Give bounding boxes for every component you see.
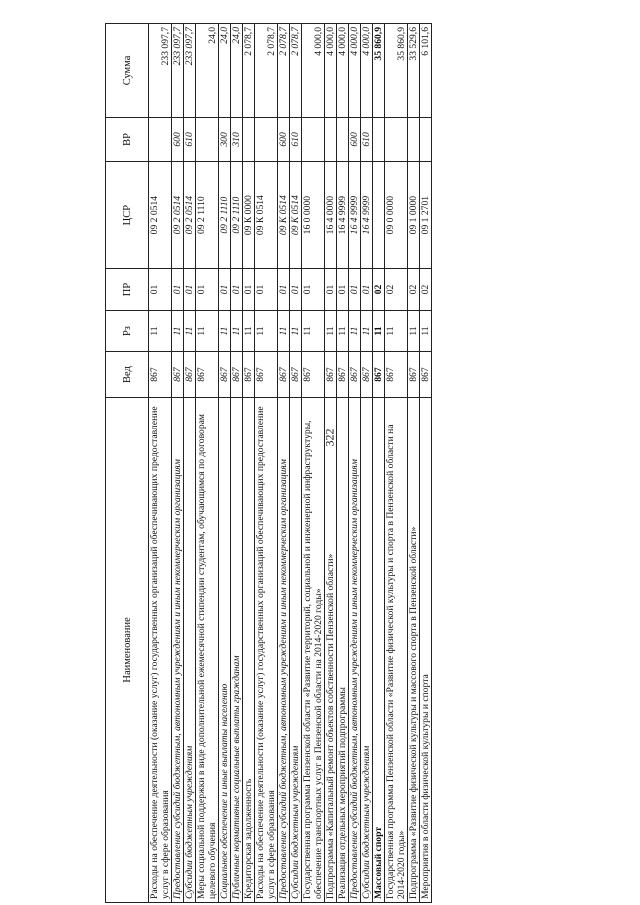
- cell-csr: 09 0 0000: [385, 162, 408, 269]
- cell-pr: 01: [337, 269, 349, 311]
- cell-vr: [149, 117, 172, 161]
- cell-csr: 09 2 1110: [231, 162, 243, 269]
- cell-sum: 24,0: [219, 24, 231, 118]
- cell-pr: 02: [385, 269, 408, 311]
- cell-csr: [373, 162, 385, 269]
- cell-name: Мероприятия в области физической культуры и спорта: [420, 397, 432, 902]
- cell-ved: 867: [302, 352, 325, 398]
- cell-rz: 11: [337, 310, 349, 352]
- cell-sum: 4 000,0: [337, 24, 349, 118]
- cell-ved: 867: [149, 352, 172, 398]
- cell-pr: 01: [219, 269, 231, 311]
- cell-pr: 01: [196, 269, 219, 311]
- cell-name: Подпрограмма «Капитальный ремонт объектов собственности Пензенской области»: [325, 397, 337, 902]
- table-row: [278, 24, 290, 903]
- table-row: [290, 24, 302, 903]
- cell-csr: 09 2 1110: [219, 162, 231, 269]
- cell-csr: 09 1 2701: [420, 162, 432, 269]
- cell-sum: 2 078,7: [255, 24, 278, 118]
- cell-name: Предоставление субсидий бюджетным, автономным учреждениям и иным некоммерческим организациям: [172, 397, 184, 902]
- cell-rz: 11: [172, 310, 184, 352]
- cell-sum: 4 000,0: [325, 24, 337, 118]
- cell-pr: 01: [172, 269, 184, 311]
- cell-name: Массовый спорт: [373, 397, 385, 902]
- table-header-row: [106, 24, 149, 903]
- cell-ved: 867: [373, 352, 385, 398]
- cell-pr: 02: [408, 269, 420, 311]
- cell-sum: 4 000,0: [302, 24, 325, 118]
- cell-rz: 11: [149, 310, 172, 352]
- cell-vr: [243, 117, 255, 161]
- cell-sum: 33 529,6: [408, 24, 420, 118]
- cell-csr: 16 4 9999: [349, 162, 361, 269]
- cell-rz: 11: [255, 310, 278, 352]
- cell-rz: 11: [231, 310, 243, 352]
- cell-vr: [302, 117, 325, 161]
- cell-name: Публичные нормативные социальные выплаты гражданам: [231, 397, 243, 902]
- cell-vr: 600: [172, 117, 184, 161]
- cell-ved: 867: [278, 352, 290, 398]
- table-row: [196, 24, 219, 903]
- cell-csr: 16 4 0000: [325, 162, 337, 269]
- table-row: [420, 24, 432, 903]
- cell-name: Субсидии бюджетным учреждениям: [361, 397, 373, 902]
- cell-vr: 600: [349, 117, 361, 161]
- cell-csr: 09 2 0514: [184, 162, 196, 269]
- cell-rz: 11: [184, 310, 196, 352]
- table-row: [243, 24, 255, 903]
- cell-sum: 35 860,9: [373, 24, 385, 118]
- cell-ved: 867: [325, 352, 337, 398]
- cell-ved: 867: [172, 352, 184, 398]
- cell-sum: 24,0: [196, 24, 219, 118]
- cell-rz: 11: [219, 310, 231, 352]
- table-row: [385, 24, 408, 903]
- cell-sum: 4 000,0: [349, 24, 361, 118]
- cell-name: Предоставление субсидий бюджетным, автономным учреждениям и иным некоммерческим организациям: [278, 397, 290, 902]
- cell-name: Кредиторская задолженность: [243, 397, 255, 902]
- cell-vr: [373, 117, 385, 161]
- table-row: [255, 24, 278, 903]
- cell-ved: 867: [361, 352, 373, 398]
- table-row: [408, 24, 420, 903]
- cell-rz: 11: [196, 310, 219, 352]
- table-body: [149, 24, 432, 903]
- cell-name: Субсидии бюджетным учреждениям: [290, 397, 302, 902]
- cell-name: Предоставление субсидий бюджетным, автономным учреждениям и иным некоммерческим организациям: [349, 397, 361, 902]
- cell-ved: 867: [196, 352, 219, 398]
- cell-ved: 867: [408, 352, 420, 398]
- cell-name: Социальное обеспечение и иные выплаты населению: [219, 397, 231, 902]
- cell-csr: 09 К 0514: [255, 162, 278, 269]
- cell-vr: [255, 117, 278, 161]
- cell-pr: 01: [349, 269, 361, 311]
- cell-ved: 867: [184, 352, 196, 398]
- cell-ved: 867: [243, 352, 255, 398]
- cell-ved: 867: [290, 352, 302, 398]
- cell-vr: [196, 117, 219, 161]
- cell-pr: 01: [149, 269, 172, 311]
- header-ved: Вед: [106, 352, 149, 398]
- cell-name: Подпрограмма «Развитие физической культуры и массового спорта в Пензенской области»: [408, 397, 420, 902]
- cell-csr: 09 2 0514: [172, 162, 184, 269]
- cell-vr: [337, 117, 349, 161]
- cell-ved: 867: [255, 352, 278, 398]
- table-row: [325, 24, 337, 903]
- cell-rz: 11: [325, 310, 337, 352]
- header-name: Наименование: [106, 397, 149, 902]
- table-row: [373, 24, 385, 903]
- cell-rz: 11: [302, 310, 325, 352]
- cell-sum: 24,0: [231, 24, 243, 118]
- cell-pr: 01: [231, 269, 243, 311]
- cell-csr: 09 2 1110: [196, 162, 219, 269]
- cell-sum: 4 000,0: [361, 24, 373, 118]
- cell-csr: 09 2 0514: [149, 162, 172, 269]
- cell-sum: 6 101,6: [420, 24, 432, 118]
- cell-rz: 11: [373, 310, 385, 352]
- cell-sum: 233 097,7: [172, 24, 184, 118]
- cell-pr: 01: [278, 269, 290, 311]
- cell-csr: 09 К 0000: [243, 162, 255, 269]
- cell-ved: 867: [219, 352, 231, 398]
- cell-vr: 600: [278, 117, 290, 161]
- cell-csr: 09 К 0514: [278, 162, 290, 269]
- table-row: [361, 24, 373, 903]
- cell-rz: 11: [420, 310, 432, 352]
- cell-vr: 300: [219, 117, 231, 161]
- table-row: [231, 24, 243, 903]
- cell-rz: 11: [278, 310, 290, 352]
- table-row: [149, 24, 172, 903]
- cell-pr: 02: [373, 269, 385, 311]
- cell-vr: 310: [231, 117, 243, 161]
- cell-rz: 11: [361, 310, 373, 352]
- header-sum: Сумма: [106, 24, 149, 118]
- cell-pr: 01: [184, 269, 196, 311]
- cell-ved: 867: [337, 352, 349, 398]
- cell-rz: 11: [243, 310, 255, 352]
- cell-sum: 2 078,7: [278, 24, 290, 118]
- cell-pr: 01: [325, 269, 337, 311]
- cell-csr: 16 4 9999: [337, 162, 349, 269]
- cell-vr: 610: [290, 117, 302, 161]
- cell-sum: 35 860,9: [385, 24, 408, 118]
- cell-rz: 11: [290, 310, 302, 352]
- cell-csr: 16 0 0000: [302, 162, 325, 269]
- cell-name: Государственная программа Пензенской области «Развитие территорий, социальной и инженерной инфраструктуры, обеспечение транспортных услуг в Пензенской области на 2014-2020 годы»: [302, 397, 325, 902]
- table-row: [302, 24, 325, 903]
- cell-sum: 233 097,7: [149, 24, 172, 118]
- cell-sum: 2 078,7: [290, 24, 302, 118]
- table-row: [219, 24, 231, 903]
- header-csr: ЦСР: [106, 162, 149, 269]
- cell-rz: 11: [408, 310, 420, 352]
- cell-ved: 867: [349, 352, 361, 398]
- cell-name: Государственная программа Пензенской области «Развитие физической культуры и спорта в Пензенской области на 2014-2020 годы»: [385, 397, 408, 902]
- header-pr: ПР: [106, 269, 149, 311]
- budget-table-container: [105, 23, 565, 903]
- header-rz: Рз: [106, 310, 149, 352]
- header-vr: ВР: [106, 117, 149, 161]
- cell-vr: [420, 117, 432, 161]
- cell-rz: 11: [385, 310, 408, 352]
- cell-sum: 233 097,7: [184, 24, 196, 118]
- page-number: 322: [322, 428, 337, 447]
- cell-ved: 867: [385, 352, 408, 398]
- cell-pr: 01: [290, 269, 302, 311]
- cell-ved: 867: [231, 352, 243, 398]
- table-row: [337, 24, 349, 903]
- cell-ved: 867: [420, 352, 432, 398]
- cell-name: Расходы на обеспечение деятельности (оказание услуг) государственных организаций обеспечивающих предоставление услуг в сфере образования: [255, 397, 278, 902]
- cell-csr: 09 К 0514: [290, 162, 302, 269]
- cell-vr: [325, 117, 337, 161]
- cell-sum: 2 078,7: [243, 24, 255, 118]
- cell-pr: 01: [302, 269, 325, 311]
- cell-pr: 02: [420, 269, 432, 311]
- table-row: [184, 24, 196, 903]
- cell-name: Расходы на обеспечение деятельности (оказание услуг) государственных организаций обеспечивающих предоставление услуг в сфере образования: [149, 397, 172, 902]
- cell-csr: 09 1 0000: [408, 162, 420, 269]
- budget-table: [105, 23, 432, 903]
- cell-pr: 01: [255, 269, 278, 311]
- cell-name: Меры социальной поддержки в виде дополнительной ежемесячной стипендии студентам, обучающимся по договорам целевого обучения: [196, 397, 219, 902]
- cell-name: Реализация отдельных мероприятий подпрограммы: [337, 397, 349, 902]
- table-row: [172, 24, 184, 903]
- cell-vr: [385, 117, 408, 161]
- cell-pr: 01: [243, 269, 255, 311]
- cell-rz: 11: [349, 310, 361, 352]
- cell-vr: 610: [361, 117, 373, 161]
- cell-vr: [408, 117, 420, 161]
- cell-name: Субсидии бюджетным учреждениям: [184, 397, 196, 902]
- table-row: [349, 24, 361, 903]
- cell-pr: 01: [361, 269, 373, 311]
- cell-vr: 610: [184, 117, 196, 161]
- cell-csr: 16 4 9999: [361, 162, 373, 269]
